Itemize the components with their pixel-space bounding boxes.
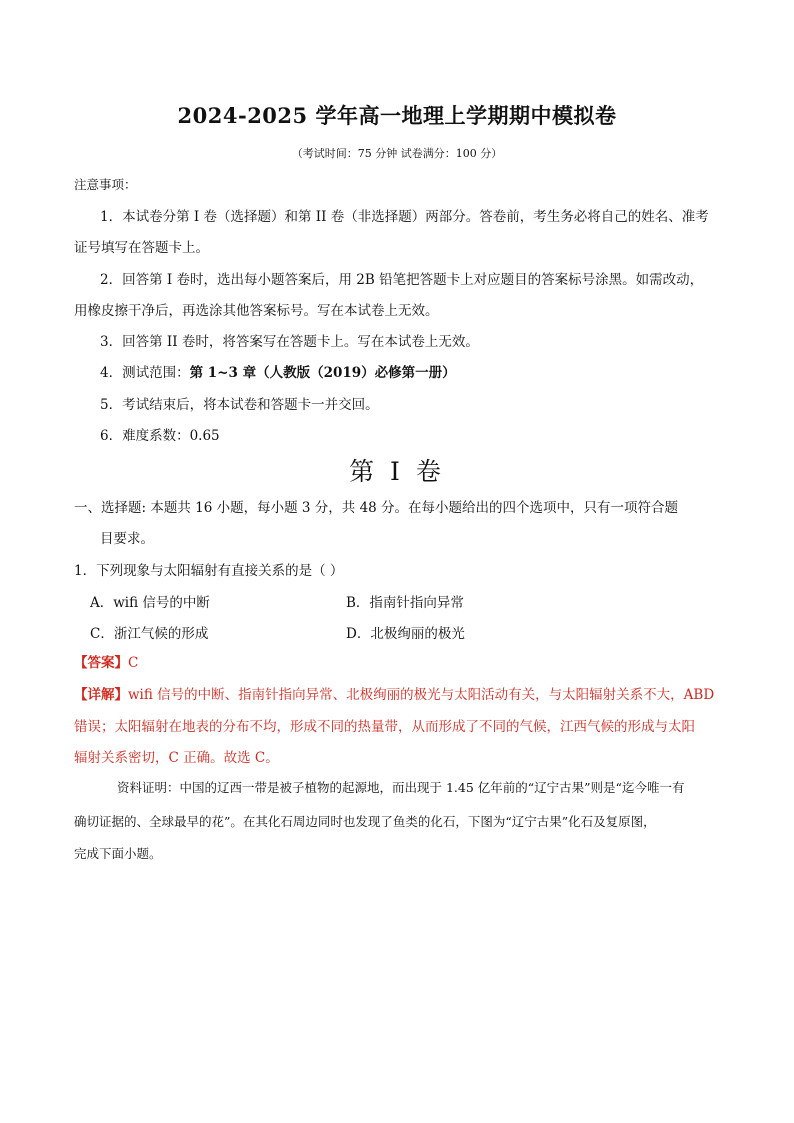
notice-item-1-cont: 证号填写在答题卡上。: [74, 240, 209, 256]
notice-heading: 注意事项：: [74, 177, 137, 192]
option-b: B．指南针指向异常: [346, 595, 464, 611]
material-line-3: 完成下面小题。: [74, 846, 162, 861]
option-a: A．wifi 信号的中断: [90, 595, 210, 611]
notice-item-2-cont: 用橡皮擦干净后，再选涂其他答案标号。写在本试卷上无效。: [74, 303, 439, 319]
notice-item-1: 1．本试卷分第 I 卷（选择题）和第 II 卷（非选择题）两部分。答卷前，考生务必将自己的姓名、准考: [100, 209, 709, 225]
material-line-1: 资料证明：中国的辽西一带是被子植物的起源地，而出现于 1.45 亿年前的“辽宁古果”则是“迄今唯一有: [117, 780, 685, 795]
detail-tag: 【详解】: [74, 687, 128, 703]
notice-item-3: 3．回答第 II 卷时，将答案写在答题卡上。写在本试卷上无效。: [100, 334, 479, 350]
volume-title: 第 I 卷: [349, 457, 445, 486]
section-heading-cont: 目要求。: [100, 531, 154, 547]
question-1: 1．下列现象与太阳辐射有直接关系的是（ ）: [74, 563, 344, 579]
detail-line-3: 辐射关系密切，C 正确。故选 C。: [74, 750, 279, 766]
material-line-2: 确切证据的、全球最早的花”。在其化石周边同时也发现了鱼类的化石，下图为“辽宁古果”化石及复原图，: [74, 814, 656, 829]
detail-line-1: [74, 683, 722, 703]
option-c: C．浙江气候的形成: [90, 626, 209, 642]
answer-line: [74, 651, 138, 671]
page-title: 2024-2025 学年高一地理上学期期中模拟卷: [177, 103, 617, 128]
answer-value: C: [128, 655, 139, 671]
exam-info-subtitle: （考试时间：75 分钟 试卷满分：100 分）: [291, 147, 503, 160]
test-scope: 第 1~3 章（人教版（2019）必修第一册）: [189, 365, 456, 381]
notice-item-5: 5．考试结束后，将本试卷和答题卡一并交回。: [100, 397, 379, 413]
section-heading: 一、选择题: 本题共 16 小题，每小题 3 分，共 48 分。在每小题给出的四个选项中，只有一项符合题: [74, 500, 679, 516]
detail-line-2: 错误；太阳辐射在地表的分布不均，形成不同的热量带，从而形成了不同的气候，江西气候的形成与太阳: [74, 719, 695, 735]
option-d: D．北极绚丽的极光: [346, 626, 465, 642]
answer-tag: 【答案】: [74, 655, 128, 671]
detail-text-1: wifi 信号的中断、指南针指向异常、北极绚丽的极光与太阳活动有关，与太阳辐射关系不大，ABD: [128, 687, 715, 703]
notice-4-prefix: 4．测试范围：: [100, 365, 190, 381]
notice-item-2: 2．回答第 I 卷时，选出每小题答案后，用 2B 铅笔把答题卡上对应题目的答案标号涂黑。如需改动，: [100, 272, 704, 288]
notice-item-6: 6．难度系数：0.65: [100, 428, 220, 444]
notice-item-4: [100, 361, 748, 381]
